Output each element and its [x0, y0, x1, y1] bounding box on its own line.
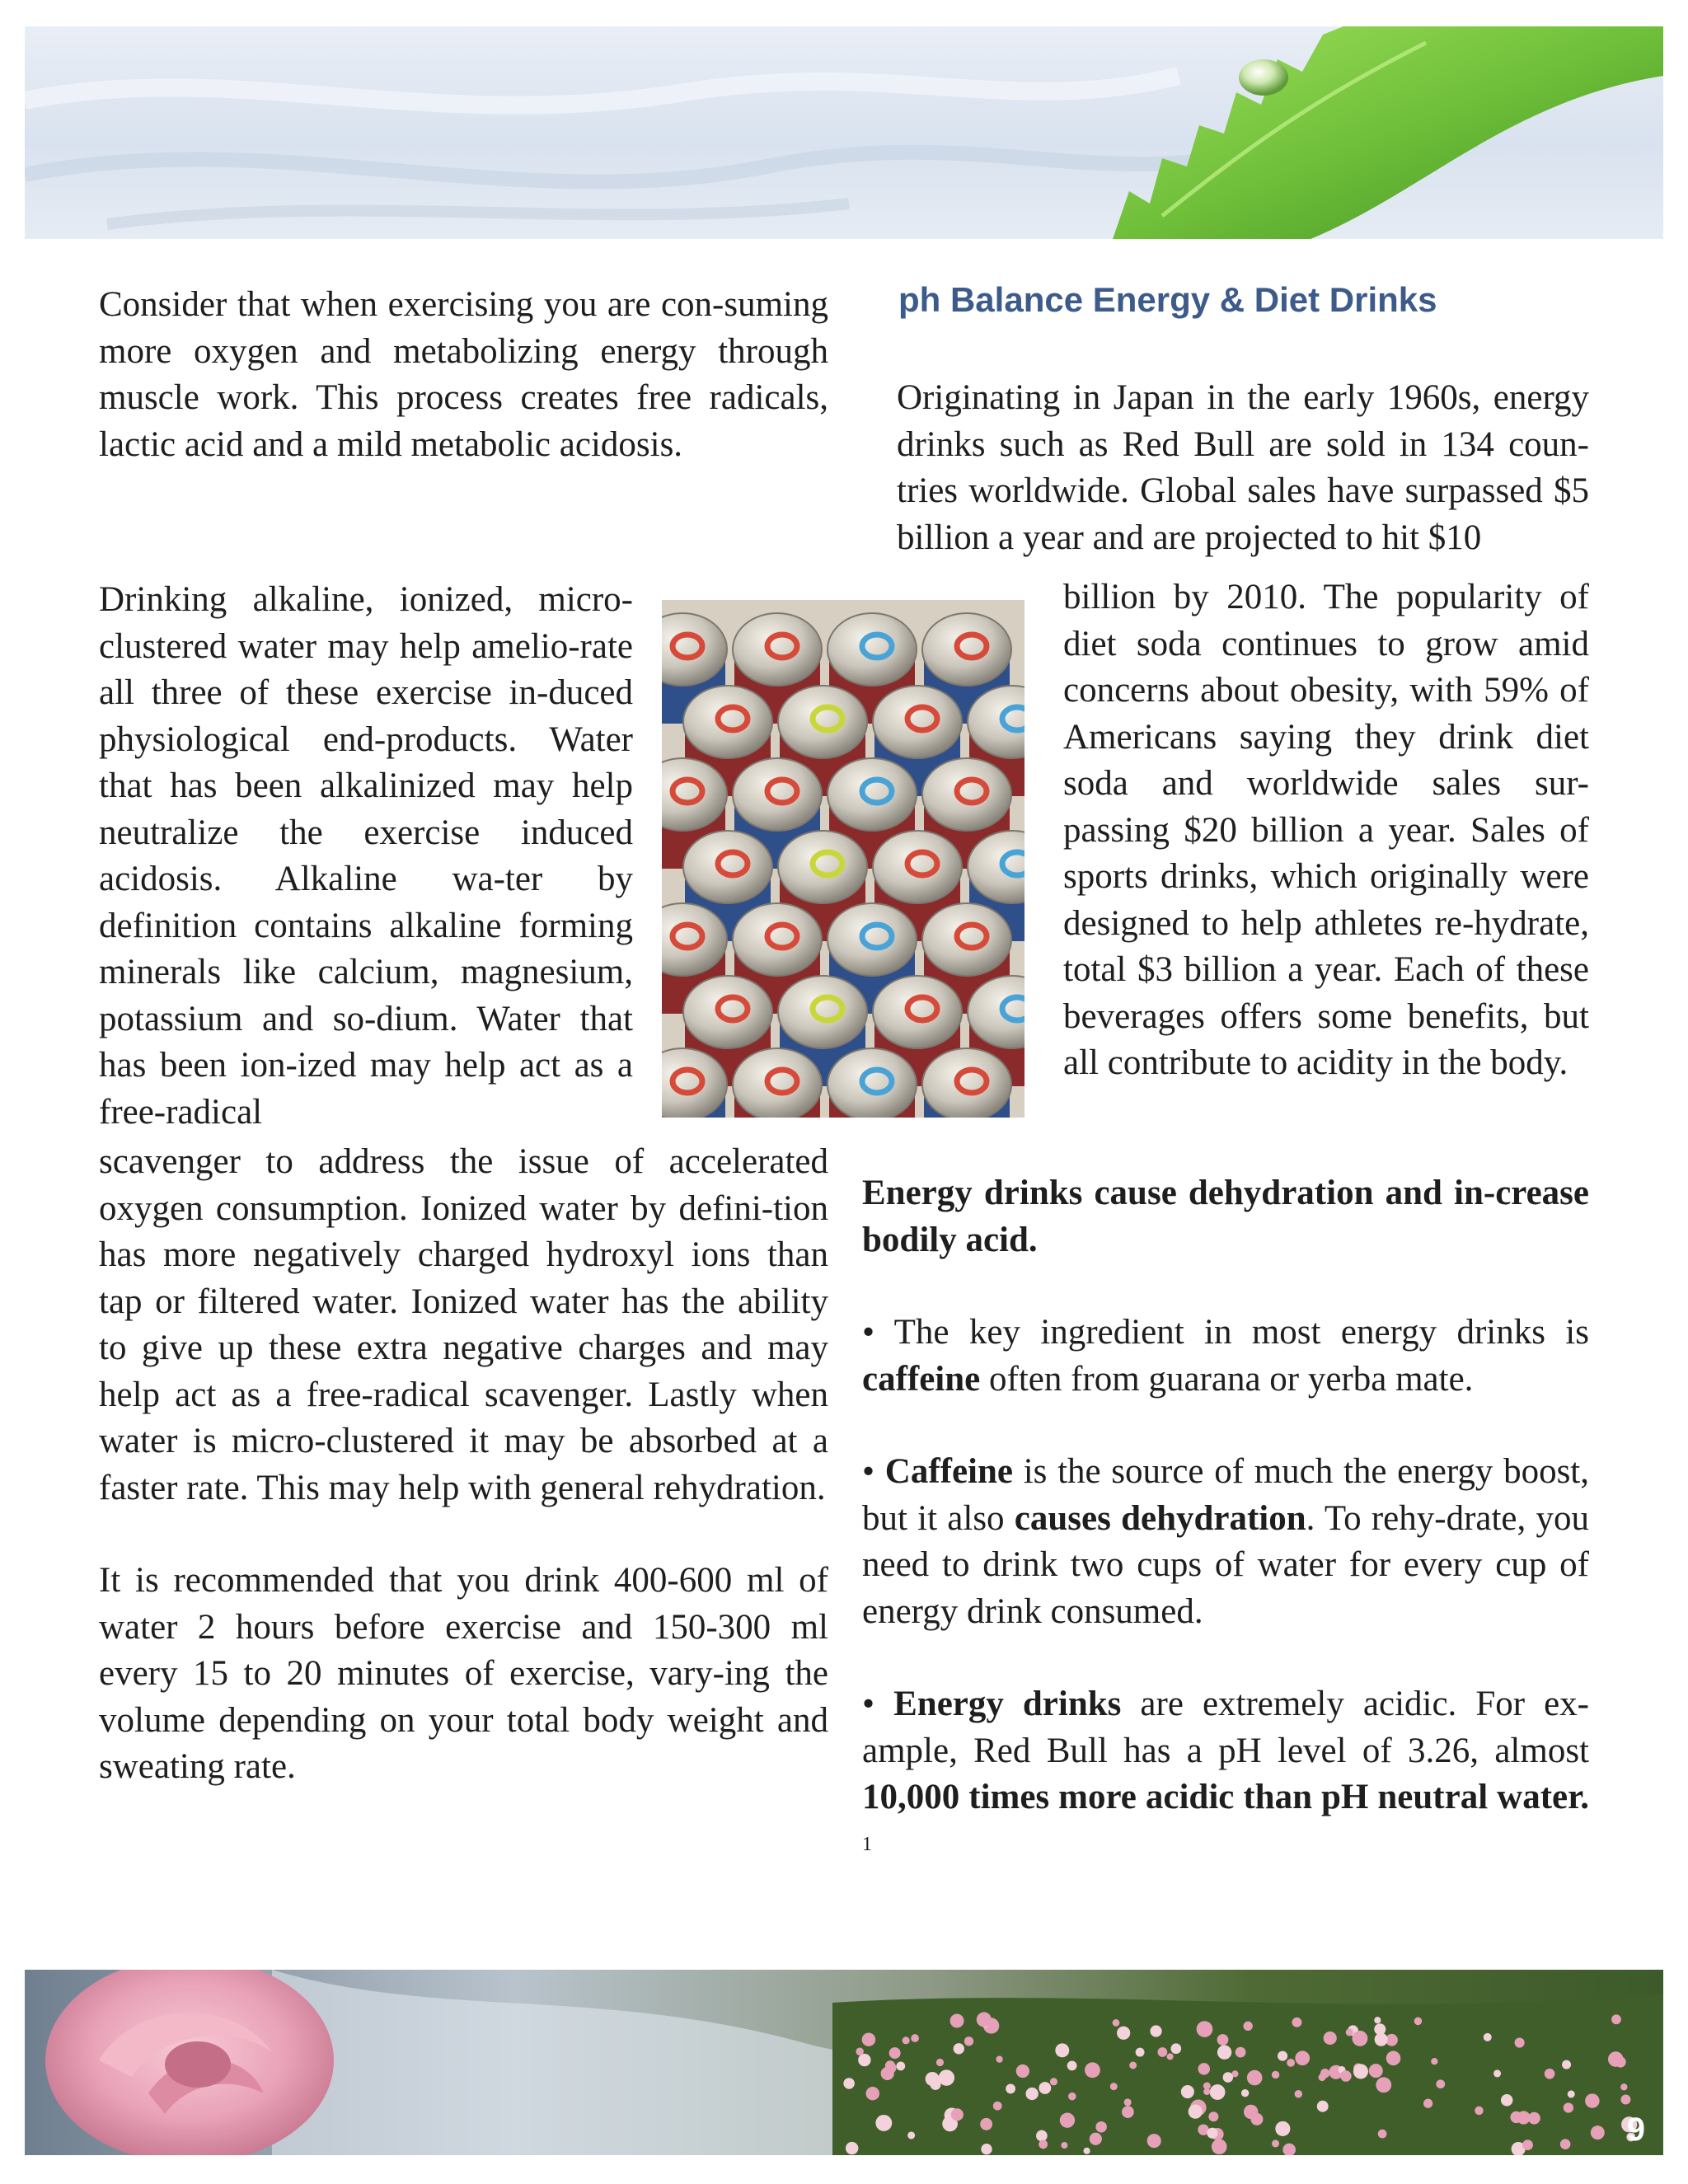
bullet-3-bold-1: Energy drinks — [893, 1685, 1122, 1723]
pink-flower-dot — [1060, 2113, 1075, 2128]
bullet-marker: • — [862, 1685, 875, 1723]
bullet-2-text-post: . To rehy-drate, you need to drink two cups of water for every cup of energy drink consumed. — [862, 1498, 1589, 1631]
pink-flower-dot — [1436, 2079, 1445, 2088]
pink-flower-dot — [1272, 2139, 1279, 2147]
pink-flower-dot — [1620, 2094, 1630, 2104]
pink-flower-dot — [1124, 2098, 1132, 2106]
bullet-marker: • — [862, 1452, 875, 1491]
pink-flower-dot — [1181, 2085, 1194, 2098]
bullet-2 — [862, 1449, 1589, 1635]
bullet-1-text-post: often from guarana or yerba mate. — [980, 1359, 1474, 1399]
pink-flower-dot — [1611, 2014, 1621, 2024]
left-paragraph-2-wrap-text: Drinking alkaline, ionized, micro-clustered water may help amelio-rate all three of these exercise in-duced physiological end-products. Water that has been alkalinized may help neutralize the exercise induced acidosis. Alkaline wa-ter by definition contains alkaline forming minerals like calcium, magnesium, potassium and so-dium. Water that has been ion-ized may help act as a free-radical — [99, 580, 633, 1132]
can-lid — [778, 831, 867, 903]
can-lid — [683, 686, 772, 758]
energy-drink-cans-photo — [662, 600, 1025, 1118]
can-lid — [733, 1048, 822, 1118]
pink-flower-dot — [1517, 2111, 1530, 2124]
pink-flower-dot — [1376, 2077, 1391, 2093]
can-lid — [922, 613, 1011, 686]
pink-flower-dot — [1136, 2048, 1145, 2057]
right-paragraph-1-top — [897, 375, 1589, 561]
pink-flower-dot — [981, 2144, 992, 2154]
pink-flower-dot — [1250, 2113, 1263, 2125]
pink-flower-dot — [1247, 2070, 1263, 2086]
pink-flower-dot — [866, 2087, 879, 2100]
pink-flower-dot — [1085, 2062, 1100, 2078]
pink-flower-dot — [1484, 2033, 1492, 2041]
pink-flower-dot — [1039, 2082, 1051, 2094]
left-paragraph-2-wrap — [99, 577, 633, 1136]
header-banner-image — [25, 26, 1663, 239]
pink-flower-dot — [1208, 2111, 1218, 2121]
bullet-1-text-pre: The key ingredient in most energy drinks is — [874, 1313, 1589, 1352]
pink-flower-dot — [1375, 2033, 1388, 2046]
page-number: 9 — [1626, 2111, 1645, 2148]
can-lid — [683, 976, 772, 1048]
pink-flower-dot — [1591, 2125, 1605, 2139]
pink-flower-dot — [1272, 2071, 1279, 2079]
pink-flower-dot — [1067, 2061, 1077, 2071]
pink-flower-dot — [889, 2047, 901, 2059]
pink-flower-dot — [1620, 2083, 1627, 2090]
pink-flower-dot — [1090, 2133, 1102, 2145]
can-lid — [922, 1048, 1011, 1118]
can-lid — [778, 686, 867, 758]
pink-flower-dot — [1275, 2121, 1290, 2136]
pink-flower-dot — [1210, 2084, 1226, 2100]
pink-flower-dot — [885, 2060, 895, 2070]
right-paragraph-1-top-text: Originating in Japan in the early 1960s, energy drinks such as Red Bull are sold in 134 coun-tries worldwide. Global sales have surpassed $5 billion a year and are projected to hit $10 — [897, 378, 1589, 557]
pink-flower-dot — [1287, 2059, 1295, 2067]
pink-flower-dot — [1167, 2053, 1174, 2060]
bullet-2-bold-1: Caffeine — [884, 1452, 1013, 1491]
can-lid — [922, 903, 1011, 976]
bullet-1 — [862, 1310, 1589, 1403]
pink-flower-dot — [862, 2032, 875, 2046]
pink-flower-dot — [1562, 2060, 1571, 2069]
can-lid — [828, 1048, 917, 1118]
pink-flower-dot — [1095, 2121, 1107, 2133]
bullet-2-text-mid: is the source of much the energy boost, but it also — [862, 1452, 1590, 1538]
pink-flower-dot — [1039, 2139, 1048, 2149]
pink-flower-dot — [1198, 2063, 1210, 2074]
pink-flower-dot — [858, 2054, 870, 2066]
bold-statement: Energy drinks cause dehydration and in-crease bodily acid. — [862, 1174, 1589, 1259]
can-lid — [828, 758, 917, 831]
can-lid — [733, 903, 822, 976]
pink-flower-dot — [1292, 2018, 1302, 2027]
pink-flower-dot — [1515, 2037, 1525, 2047]
pink-flower-dot — [907, 2131, 915, 2139]
pink-flower-dot — [1608, 2051, 1624, 2067]
pink-flower-dot — [1170, 2043, 1181, 2054]
pink-flower-dot — [1346, 2028, 1353, 2036]
pink-flower-dot — [951, 2108, 964, 2121]
can-lid — [778, 976, 867, 1048]
can-lid — [733, 613, 822, 686]
pink-flower-dot — [846, 2142, 858, 2154]
pink-flower-dot — [1147, 2134, 1161, 2148]
pink-flower-dot — [903, 2036, 910, 2044]
pink-flower-dot — [1374, 2017, 1381, 2023]
water-droplet — [1239, 59, 1288, 96]
pink-flower-dot — [1036, 2130, 1048, 2142]
pink-flower-dot — [1203, 2088, 1210, 2095]
pink-flower-dot — [1150, 2025, 1161, 2036]
pink-flower-dot — [1212, 2139, 1227, 2154]
bullet-3 — [862, 1681, 1589, 1875]
pink-flower-dot — [1353, 2031, 1368, 2046]
pink-flower-dot — [1223, 2072, 1234, 2083]
pink-flower-dot — [936, 2059, 944, 2066]
pink-flower-dot — [1110, 2083, 1118, 2090]
pink-flower-dot — [1319, 2074, 1326, 2081]
bullet-3-text-mid: are extremely acidic. For ex-ample, Red Bull has a pH level of 3.26, almost — [862, 1685, 1589, 1770]
leaf-shape — [1113, 26, 1663, 239]
rose-flowers-illustration — [25, 1970, 1663, 2155]
section-heading: ph Balance Energy & Diet Drinks — [898, 280, 1437, 319]
pink-flower-dot — [1585, 2093, 1599, 2107]
pink-flower-dot — [1113, 2019, 1120, 2027]
bullet-3-bold-2: 10,000 times more acidic than pH neutral water. — [862, 1778, 1589, 1816]
pink-flower-dot — [1068, 2093, 1076, 2101]
bullet-2-bold-2: causes dehydration — [1014, 1498, 1306, 1538]
pink-flower-dot — [1016, 2064, 1029, 2078]
left-paragraph-1 — [99, 282, 828, 468]
pink-flower-dot — [1545, 2069, 1555, 2079]
can-lid — [873, 976, 962, 1048]
pink-flower-dot — [911, 2034, 919, 2042]
pink-flower-dot — [1006, 2084, 1015, 2094]
pink-flower-dot — [1431, 2058, 1437, 2064]
pink-flower-dot — [1295, 2090, 1302, 2097]
pink-flower-dot — [1353, 2064, 1368, 2079]
pink-flower-dot — [1317, 2101, 1329, 2112]
bullet-1-bold: caffeine — [862, 1359, 981, 1399]
footer-banner-image — [25, 1970, 1663, 2155]
pink-flower-dot — [1243, 2022, 1252, 2031]
left-paragraph-2-cont-text: scavenger to address the issue of accelerated oxygen consumption. Ionized water by defini-tion has more negatively charged hydroxyl ions than tap or filtered water. Ionized water has the ability to give up these extra negative charges and may help act as a free-radical scavenger. Lastly when water is micro-clustered it may be absorbed at a faster rate. This may help with general rehydration. — [99, 1142, 828, 1507]
can-lid — [922, 758, 1011, 831]
pink-flower-dot — [964, 2036, 973, 2046]
can-lid — [683, 831, 772, 903]
bullet-marker: • — [862, 1313, 875, 1352]
pink-flower-dot — [980, 2118, 992, 2130]
pink-flower-dot — [1414, 2018, 1423, 2026]
pink-flower-dot — [1324, 2032, 1337, 2045]
pink-flower-dot — [954, 2043, 964, 2054]
pink-flower-dot — [1129, 2062, 1137, 2069]
pink-flower-dot — [939, 2069, 954, 2085]
pink-flower-dot — [1050, 2078, 1057, 2085]
pink-flower-dot — [1501, 2094, 1512, 2106]
pink-flower-dot — [1564, 2102, 1573, 2112]
pink-flower-dot — [1568, 2090, 1575, 2097]
can-lid — [828, 903, 917, 976]
pink-flower-dot — [856, 2048, 863, 2055]
pink-flower-dot — [1241, 2089, 1249, 2097]
right-paragraph-1-wrap-text: billion by 2010. The popularity of diet soda continues to grow amid concerns about obesity, with 59% of Americans saying they drink diet soda and worldwide sales sur-passing $20 billion a year. Sales of sports drinks, which originally were designed to help athletes re-hydrate, total $3 billion a year. Each of these beverages offers some benefits, but all contribute to acidity in the body. — [1063, 578, 1589, 1082]
water-leaf-illustration — [25, 26, 1663, 239]
pink-flower-dot — [1278, 2051, 1287, 2061]
pink-flower-dot — [993, 2102, 1002, 2111]
pink-flower-dot — [1369, 2064, 1383, 2078]
left-paragraph-1-text: Consider that when exercising you are con-suming more oxygen and metabolizing energy through muscle work. This process creates free radicals, lactic acid and a mild metabolic acidosis. — [99, 285, 828, 464]
pink-flower-dot — [1560, 2139, 1571, 2149]
pink-flower-dot — [1423, 2099, 1432, 2108]
pink-flower-dot — [1295, 2050, 1310, 2065]
left-paragraph-2-continued — [99, 1139, 828, 1791]
can-lid — [733, 758, 822, 831]
pink-flower-dot — [977, 2012, 992, 2027]
pink-flower-dot — [1122, 2106, 1134, 2118]
pink-flower-dot — [1493, 2069, 1501, 2077]
pink-flower-dot — [1522, 2139, 1533, 2150]
pink-flower-dot — [1217, 2046, 1231, 2060]
pink-flower-dot — [1025, 2088, 1038, 2100]
can-lid — [873, 686, 962, 758]
pink-flower-dot — [1236, 2047, 1246, 2058]
pink-flower-dot — [896, 2062, 905, 2071]
pink-flower-dot — [1189, 2105, 1203, 2119]
pink-flower-dot — [843, 2078, 855, 2089]
pink-flower-dot — [1061, 2142, 1067, 2149]
pink-flower-dot — [1083, 2148, 1090, 2154]
can-lid — [828, 613, 917, 686]
pink-flower-dot — [1386, 2051, 1401, 2066]
cans-illustration — [662, 600, 1025, 1118]
right-lower-block — [862, 1170, 1589, 1875]
can-lid — [873, 831, 962, 903]
left-paragraph-3-text: It is recommended that you drink 400-600 ml of water 2 hours before exercise and 150-300 ml every 15 to 20 minutes of exercise, vary-ing the volume depending on your total body weight and sweating rate. — [99, 1561, 828, 1786]
pink-flower-dot — [950, 2014, 964, 2028]
pink-flower-dot — [1378, 2130, 1387, 2139]
footnote-marker: 1 — [862, 1833, 872, 1855]
right-paragraph-1-wrap — [1063, 574, 1589, 1087]
pink-flower-dot — [875, 2115, 892, 2131]
pink-flower-dot — [1117, 2027, 1130, 2040]
rose-flower — [45, 1970, 334, 2155]
pink-flower-dot — [1055, 2043, 1069, 2057]
pink-flower-dot — [926, 2072, 940, 2086]
pink-flower-dot — [1197, 2021, 1213, 2037]
pink-flower-dot — [996, 2055, 1002, 2062]
pink-flower-dot — [1207, 2128, 1217, 2139]
pink-flower-dot — [1217, 2034, 1229, 2046]
pink-flower-dot — [1158, 2047, 1168, 2057]
pink-flower-dot — [1475, 2107, 1483, 2115]
pink-flower-dot — [1340, 2070, 1352, 2082]
